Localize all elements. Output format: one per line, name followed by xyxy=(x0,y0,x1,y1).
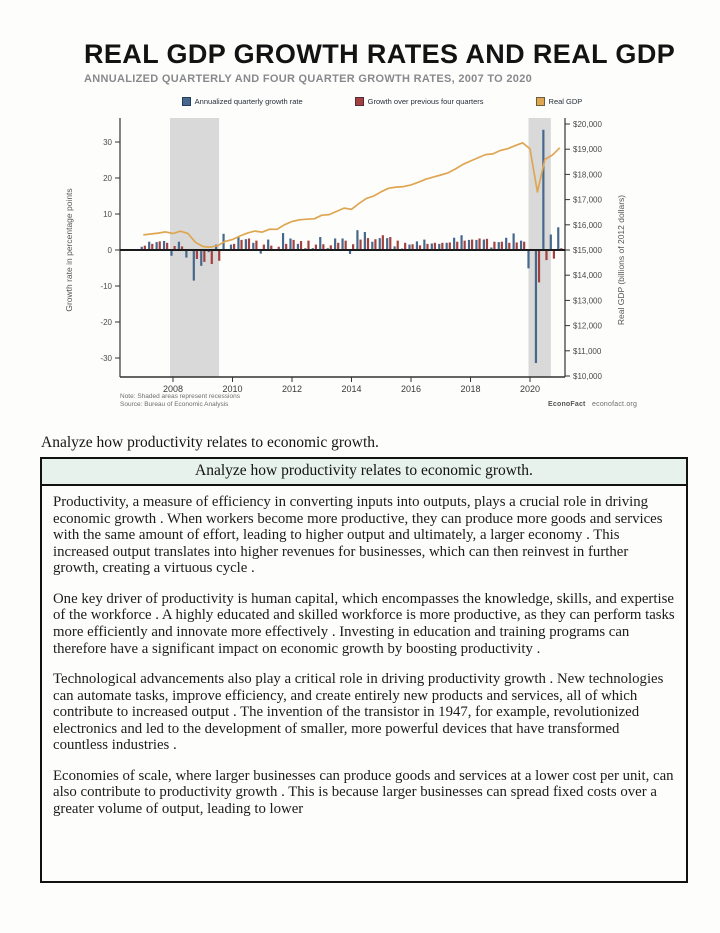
answer-paragraph: Technological advancements also play a critical role in driving productivity growth . New technologies can automate tasks, improve efficiency, and create entirely new products and services, all of which contribute to increased output . The invention of the transistor in 1947, for example, revolutionized electronics and led to the development of smaller, more powerful devices that have transformed countless industries . xyxy=(53,671,664,754)
svg-text:2018: 2018 xyxy=(460,384,481,394)
legend-label: Growth over previous four quarters xyxy=(367,97,484,106)
legend-item-quarterly xyxy=(182,97,303,106)
prompt-text: Analyze how productivity relates to economic growth. xyxy=(41,434,379,451)
answer-body xyxy=(42,486,686,818)
legend-label: Real GDP xyxy=(548,97,583,106)
chart-subtitle: ANNUALIZED QUARTERLY AND FOUR QUARTER GROWTH RATES, 2007 TO 2020 xyxy=(84,73,533,86)
red-square-icon xyxy=(355,97,364,106)
svg-text:$11,000: $11,000 xyxy=(573,346,602,356)
chart-credit xyxy=(548,401,637,408)
svg-text:2012: 2012 xyxy=(281,384,303,394)
credit-name: EconoFact xyxy=(548,401,586,408)
answer-box xyxy=(40,457,688,883)
svg-text:-10: -10 xyxy=(100,282,112,291)
legend-item-real-gdp xyxy=(536,97,583,106)
chart-source: Source: Bureau of Economic Analysis xyxy=(120,401,229,409)
answer-paragraph: Productivity, a measure of efficiency in converting inputs into outputs, plays a crucial role in driving economic growth . When workers become more productive, they can produce more goods and services with the same amount of effort, leading to higher output and ultimately, a larger economy . This increased output translates into higher revenues for businesses, which can then reinvest in further growth, creating a virtuous cycle . xyxy=(53,494,663,577)
svg-text:2008: 2008 xyxy=(162,384,184,394)
svg-text:-30: -30 xyxy=(100,354,112,363)
svg-text:Real GDP (billions of 2012 dol: Real GDP (billions of 2012 dollars) xyxy=(616,194,626,326)
svg-text:$12,000: $12,000 xyxy=(573,321,602,331)
svg-text:10: 10 xyxy=(103,210,112,219)
chart-header xyxy=(84,40,684,85)
gdp-chart xyxy=(58,112,706,404)
chart-title: REAL GDP GROWTH RATES AND REAL GDP xyxy=(84,39,676,69)
svg-text:$17,000: $17,000 xyxy=(573,195,602,205)
legend-label: Annualized quarterly growth rate xyxy=(194,97,303,106)
blue-square-icon xyxy=(182,97,191,106)
credit-site: econofact.org xyxy=(592,401,638,408)
svg-text:$15,000: $15,000 xyxy=(573,246,602,255)
svg-text:$10,000: $10,000 xyxy=(573,372,602,381)
svg-text:$19,000: $19,000 xyxy=(573,145,602,155)
answer-paragraph: Economies of scale, where larger businesses can produce goods and services at a lower cost per unit, can also contribute to productivity growth . This is because larger businesses can spread fixed costs over a greater volume of output, leading to lower xyxy=(53,767,674,817)
svg-text:2016: 2016 xyxy=(400,384,422,394)
svg-text:$14,000: $14,000 xyxy=(573,271,602,281)
gdp-chart-svg xyxy=(58,112,706,404)
svg-text:20: 20 xyxy=(103,174,112,183)
svg-text:2020: 2020 xyxy=(519,384,541,394)
chart-note-recessions: Note: Shaded areas represent recessions xyxy=(120,393,240,400)
svg-text:$13,000: $13,000 xyxy=(573,296,602,306)
svg-text:$16,000: $16,000 xyxy=(573,220,602,230)
orange-square-icon xyxy=(536,97,545,106)
svg-text:$18,000: $18,000 xyxy=(573,170,602,180)
svg-text:Growth rate in percentage poin: Growth rate in percentage points xyxy=(64,188,74,312)
answer-box-header: Analyze how productivity relates to economic growth. xyxy=(42,459,686,486)
answer-paragraph: One key driver of productivity is human capital, which encompasses the knowledge, skills, and expertise of the workforce . A highly educated and skilled workforce is more productive, as they can perform tasks more efficiently and innovate more effectively . Investing in education and training programs can therefore have a significant impact on economic growth by boosting productivity . xyxy=(53,590,675,657)
svg-text:$20,000: $20,000 xyxy=(573,120,602,129)
legend-item-four-quarter xyxy=(355,97,484,106)
chart-notes xyxy=(120,393,240,409)
svg-text:2014: 2014 xyxy=(341,384,362,394)
chart-legend xyxy=(58,97,706,106)
svg-text:-20: -20 xyxy=(100,318,112,327)
svg-text:2010: 2010 xyxy=(222,384,243,394)
svg-text:0: 0 xyxy=(107,246,112,255)
svg-text:30: 30 xyxy=(103,138,112,147)
